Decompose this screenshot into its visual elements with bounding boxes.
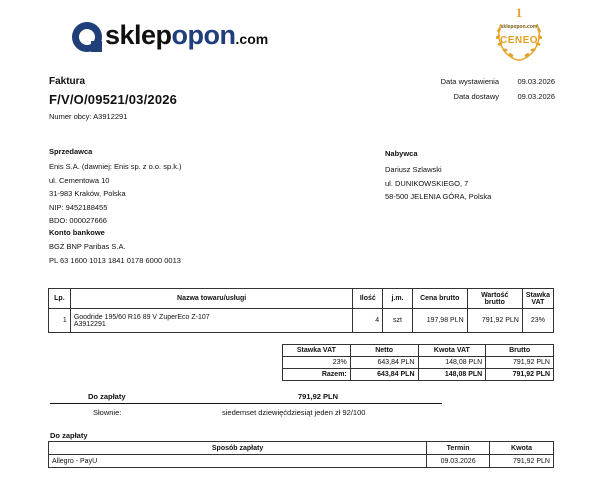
vat-gross: 791,92 PLN [486, 357, 554, 369]
issue-date-label: Data wystawienia [440, 77, 499, 86]
payment-title: Do zapłaty [50, 431, 88, 440]
col-header-unit: j.m. [383, 289, 413, 309]
payment-due-date: 09.03.2026 [427, 455, 490, 468]
ceneo-award-badge [487, 4, 551, 66]
item-qty: 4 [353, 309, 383, 333]
vat-col-gross: Brutto [486, 345, 554, 357]
divider [50, 403, 442, 404]
vat-amount: 148,08 PLN [418, 357, 486, 369]
amount-due-label: Do zapłaty [88, 392, 126, 401]
seller-line: Enis S.A. (dawniej: Enis sp. z o.o. sp.k.) [49, 162, 182, 171]
buyer-title: Nabywca [385, 149, 418, 158]
buyer-section [385, 149, 491, 204]
table-row [49, 455, 554, 468]
vat-rate: 23% [283, 357, 351, 369]
company-logo [72, 20, 268, 54]
payment-header-row [49, 442, 554, 455]
bank-name: BGŻ BNP Paribas S.A. [49, 242, 126, 251]
amount-in-words-value: siedemset dziewięćdziesiąt jeden zł 92/100 [222, 408, 366, 417]
seller-line: ul. Cementowa 10 [49, 175, 110, 185]
items-header-row [49, 289, 554, 309]
issue-date-row [395, 74, 555, 89]
table-row [283, 357, 554, 369]
items-table [48, 288, 554, 333]
payment-col-due: Termin [427, 442, 490, 455]
payment-col-method: Sposób zapłaty [49, 442, 427, 455]
buyer-line: Dariusz Szlawski [385, 165, 442, 174]
document-dates [395, 74, 555, 104]
bank-title: Konto bankowe [49, 228, 105, 237]
col-header-total: Wartość brutto [467, 289, 522, 309]
item-name-line: Goodride 195/60 R16 89 V ZuperEco Z-107 [73, 313, 210, 321]
buyer-line: 58-500 JELENIA GÓRA, Polska [385, 192, 492, 201]
col-header-vat: Stawka VAT [522, 289, 553, 309]
vat-total-gross: 791,92 PLN [486, 369, 554, 381]
buyer-line: ul. DUNIKOWSKIEGO, 7 [385, 178, 469, 188]
payment-col-amount: Kwota [490, 442, 554, 455]
vat-col-vat: Kwota VAT [418, 345, 486, 357]
item-unit-price: 197,98 PLN [412, 309, 467, 333]
issue-date-value: 09.03.2026 [517, 77, 555, 86]
document-type: Faktura [49, 76, 86, 87]
badge-rank: 1 [515, 5, 523, 20]
vat-header-row [283, 345, 554, 357]
amount-in-words-label: Słownie: [93, 408, 122, 417]
delivery-date-label: Data dostawy [453, 92, 499, 101]
vat-col-rate: Stawka VAT [283, 345, 351, 357]
badge-shop-name: sklepopon.com [500, 24, 538, 30]
vat-col-net: Netto [350, 345, 418, 357]
table-row [49, 309, 554, 333]
item-name [70, 309, 353, 333]
seller-line: NIP: 9452188455 [49, 202, 108, 212]
col-header-unit-price: Cena brutto [412, 289, 467, 309]
amount-due-value: 791,92 PLN [298, 392, 339, 401]
external-number: Numer obcy: A3912291 [49, 112, 128, 121]
bank-section [49, 228, 181, 267]
vat-total-vat: 148,08 PLN [418, 369, 486, 381]
logo-icon [72, 22, 102, 52]
payment-table [48, 441, 554, 468]
delivery-date-row [395, 89, 555, 104]
payment-amount: 791,92 PLN [490, 455, 554, 468]
vat-net: 643,84 PLN [350, 357, 418, 369]
vat-summary-table [282, 344, 554, 381]
item-lp: 1 [49, 309, 71, 333]
col-header-lp: Lp. [49, 289, 71, 309]
seller-section [49, 147, 182, 228]
vat-total-row [283, 369, 554, 381]
col-header-qty: Ilość [353, 289, 383, 309]
col-header-name: Nazwa towaru/usługi [70, 289, 353, 309]
seller-title: Sprzedawca [49, 147, 93, 156]
bank-account: PL 63 1600 1013 1841 0178 6000 0013 [49, 255, 181, 265]
item-total: 791,92 PLN [467, 309, 522, 333]
seller-line: BDO: 000027666 [49, 216, 107, 225]
item-code: A3912291 [73, 320, 106, 328]
delivery-date-value: 09.03.2026 [517, 92, 555, 101]
invoice-number: F/V/O/09521/03/2026 [49, 92, 178, 107]
item-unit: szt [383, 309, 413, 333]
seller-line: 31-983 Kraków, Polska [49, 189, 126, 198]
vat-total-label: Razem: [283, 369, 351, 381]
badge-ceneo-label: CENEO [499, 35, 539, 46]
payment-method: Allegro - PayU [49, 455, 427, 468]
item-vat: 23% [522, 309, 553, 333]
vat-total-net: 643,84 PLN [350, 369, 418, 381]
logo-wordmark: sklepopon.com [105, 20, 269, 50]
